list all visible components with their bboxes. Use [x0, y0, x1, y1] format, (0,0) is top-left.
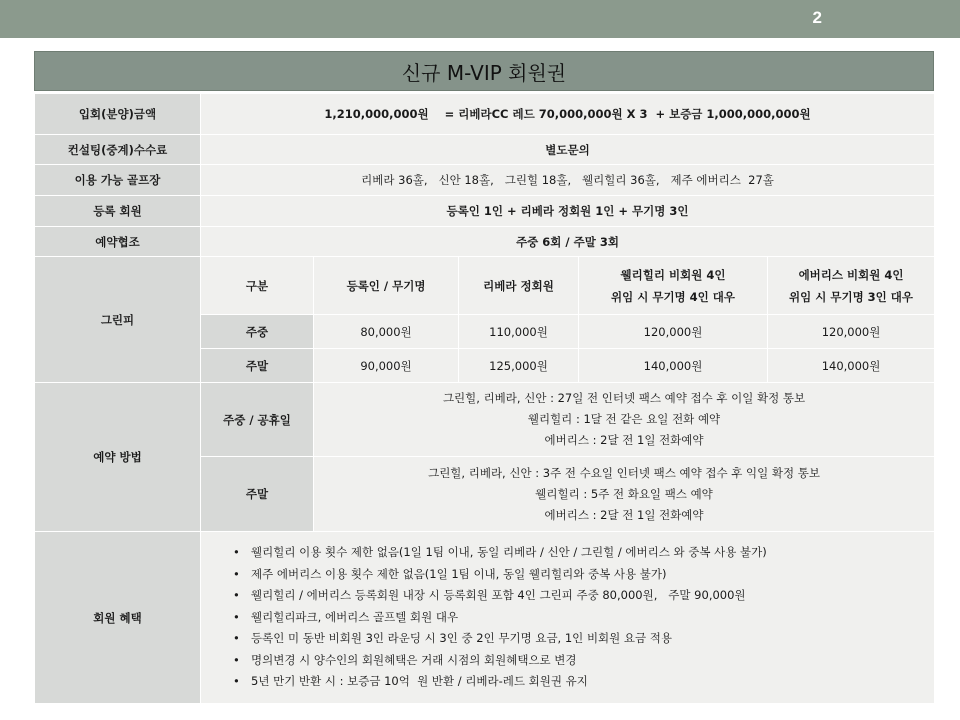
- greenfee-cell: 120,000원: [579, 315, 768, 349]
- greenfee-cell: 125,000원: [459, 349, 579, 383]
- list-item: • 등록인 미 동반 비회원 3인 라운딩 시 3인 중 2인 무기명 요금, 1인 비회원 요금 적용: [251, 628, 928, 650]
- table-row: [35, 383, 935, 457]
- table-row: [35, 94, 935, 135]
- members-value: 등록인 1인 + 리베라 정회원 1인 + 무기명 3인: [201, 196, 935, 227]
- list-item: • 5년 만기 반환 시 : 보증금 10억 원 반환 / 리베라-레드 회원권 유지: [251, 671, 928, 693]
- list-item: • 웰리힐리파크, 에버리스 골프텔 회원 대우: [251, 607, 928, 629]
- benefits-list: [229, 542, 928, 693]
- reservation-line: 웰리힐리 : 5주 전 화요일 팩스 예약: [535, 486, 713, 501]
- table-row: [35, 227, 935, 257]
- reservation-weekend-details: [314, 457, 935, 532]
- greenfee-cell: 80,000원: [314, 315, 459, 349]
- price-value: 1,210,000,000원 = 리베라CC 레드 70,000,000원 X 3 + 보증금 1,000,000,000원: [201, 94, 935, 135]
- table-row: [35, 135, 935, 165]
- reservation-line: 그린힐, 리베라, 신안 : 27일 전 인터넷 팩스 예약 접수 후 이일 확정 통보: [442, 391, 806, 405]
- greenfee-header-everis: [768, 257, 935, 315]
- header-line: 위임 시 무기명 3인 대우: [789, 289, 914, 304]
- table-row: [35, 532, 935, 704]
- courses-value: 리베라 36홀, 신안 18홀, 그린힐 18홀, 웰리힐리 36홀, 제주 에버리스 27홀: [201, 165, 935, 196]
- row-label-booking: 예약협조: [35, 227, 201, 257]
- greenfee-header-wellihilli: [579, 257, 768, 315]
- greenfee-header-rivera: 리베라 정회원: [459, 257, 579, 315]
- greenfee-weekend-label: 주말: [201, 349, 314, 383]
- list-item: • 웰리힐리 이용 횟수 제한 없음(1일 1팀 이내, 동일 리베라 / 신안 / 그린힐 / 에버리스 와 중복 사용 불가): [251, 542, 928, 564]
- reservation-line: 에버리스 : 2달 전 1일 전화예약: [544, 433, 704, 447]
- greenfee-cell: 90,000원: [314, 349, 459, 383]
- reservation-weekday-details: [314, 383, 935, 457]
- header-line: 위임 시 무기명 4인 대우: [611, 289, 735, 304]
- reservation-line: 그린힐, 리베라, 신안 : 3주 전 수요일 인터넷 팩스 예약 접수 후 익일 확정 통보: [428, 465, 820, 480]
- booking-value: 주중 6회 / 주말 3회: [201, 227, 935, 257]
- list-item: • 웰리힐리 / 에버리스 등록회원 내장 시 등록회원 포함 4인 그린피 주중 80,000원, 주말 90,000원: [251, 585, 928, 607]
- greenfee-cell: 140,000원: [768, 349, 935, 383]
- greenfee-cell: 110,000원: [459, 315, 579, 349]
- greenfee-weekday-label: 주중: [201, 315, 314, 349]
- list-item: • 명의변경 시 양수인의 회원혜택은 거래 시점의 회원혜택으로 변경: [251, 650, 928, 672]
- reservation-weekend-label: 주말: [201, 457, 314, 532]
- row-label-benefits: 회원 혜택: [35, 532, 201, 704]
- table-row: [35, 196, 935, 227]
- row-label-members: 등록 회원: [35, 196, 201, 227]
- greenfee-cell: 140,000원: [579, 349, 768, 383]
- row-label-courses: 이용 가능 골프장: [35, 165, 201, 196]
- row-label-reservation: 예약 방법: [35, 383, 201, 532]
- reservation-weekday-label: 주중 / 공휴일: [201, 383, 314, 457]
- greenfee-header-registrant: 등록인 / 무기명: [314, 257, 459, 315]
- row-label-greenfee: 그린피: [35, 257, 201, 383]
- benefits-list-cell: [201, 532, 935, 704]
- page-number: 2: [812, 8, 822, 27]
- row-label-consult-fee: 컨설팅(중계)수수료: [35, 135, 201, 165]
- page-title: 신규 M-VIP 회원권: [34, 51, 934, 91]
- greenfee-cell: 120,000원: [768, 315, 935, 349]
- table-row: [35, 165, 935, 196]
- greenfee-header-category: 구분: [201, 257, 314, 315]
- header-line: 웰리힐리 비회원 4인: [620, 267, 726, 282]
- membership-table: [34, 93, 935, 704]
- consult-fee-value: 별도문의: [201, 135, 935, 165]
- reservation-line: 에버리스 : 2달 전 1일 전화예약: [544, 507, 704, 522]
- header-line: 에버리스 비회원 4인: [798, 267, 904, 282]
- reservation-line: 웰리힐리 : 1달 전 같은 요일 전화 예약: [527, 412, 721, 426]
- top-bar: [0, 0, 960, 38]
- row-label-price: 입회(분양)금액: [35, 94, 201, 135]
- table-row: [35, 257, 935, 315]
- list-item: • 제주 에버리스 이용 횟수 제한 없음(1일 1팀 이내, 동일 웰리힐리와 중복 사용 불가): [251, 564, 928, 586]
